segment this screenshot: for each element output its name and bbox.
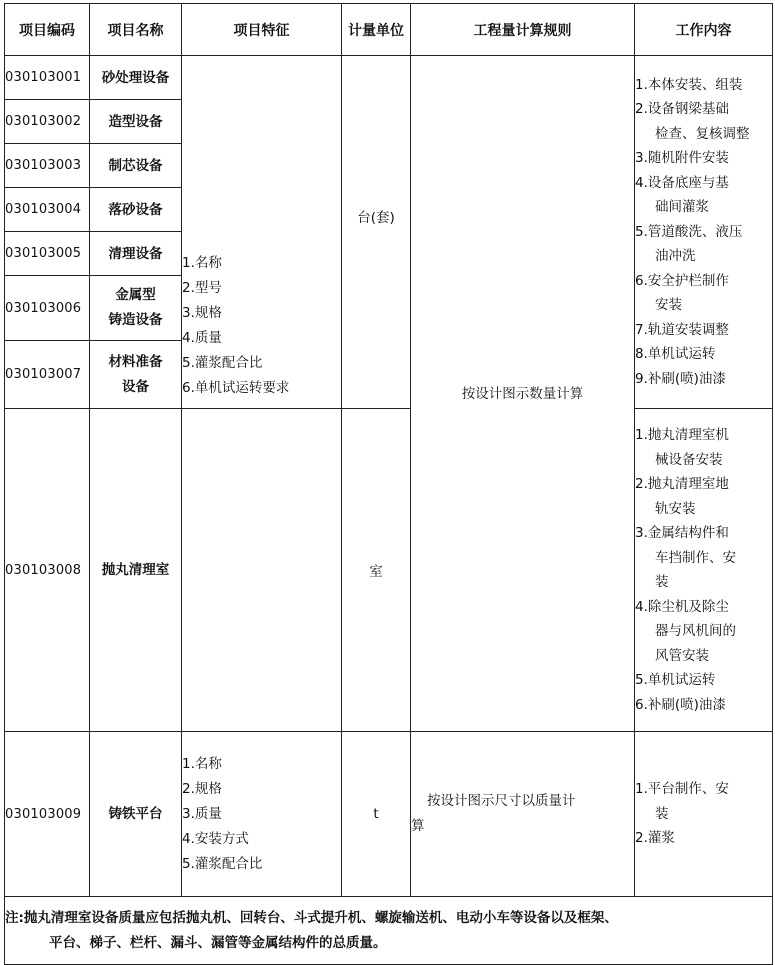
header-row [5,4,773,56]
header-rule: 工程量计算规则 [411,4,635,56]
item-name-line: 金属型 [115,287,156,303]
content-line: 3.金属结构件和 [635,525,729,541]
note-line: 平台、梯子、栏杆、漏斗、漏管等金属结构件的总质量。 [49,934,387,951]
content-line: 风管安装 [655,647,709,664]
feature-item: 1.名称 [182,255,222,271]
feature-item: 5.灌浆配合比 [182,355,263,371]
content-line: 车挡制作、安 [655,549,736,566]
content-line: 检查、复核调整 [655,125,750,142]
table-row [5,732,773,897]
content-line: 5.单机试运转 [635,672,716,688]
header-code: 项目编码 [5,4,90,56]
content-line: 2.灌浆 [635,830,675,847]
feature-list [182,732,342,897]
table-row [5,409,773,732]
content-line: 1.本体安装、组装 [635,76,743,93]
item-name [90,341,182,409]
item-name: 落砂设备 [90,188,182,232]
content-line: 装 [655,805,669,822]
content-line: 1.抛丸清理室机 [635,427,729,443]
content-list [635,409,773,732]
feature-list [182,56,342,409]
header-unit: 计量单位 [342,4,411,56]
content-line: 8.单机试运转 [635,346,716,363]
content-line: 轨安装 [655,500,696,517]
item-code: 030103008 [5,409,90,732]
feature-item: 4.质量 [182,330,222,346]
unit-cell: t [342,732,411,897]
item-code: 030103001 [5,56,90,100]
item-name: 抛丸清理室 [90,409,182,732]
header-name: 项目名称 [90,4,182,56]
content-line: 械设备安装 [655,451,723,468]
header-feature: 项目特征 [182,4,342,56]
feature-item: 3.规格 [182,305,222,321]
content-line: 装 [655,574,669,590]
item-name-line: 设备 [122,378,149,395]
note-line: 注:抛丸清理室设备质量应包括抛丸机、回转台、斗式提升机、螺旋输送机、电动小车等设备以及框架、 [5,909,618,926]
feature-item: 2.型号 [182,280,222,296]
item-name-line: 材料准备 [108,353,163,370]
note-row [5,897,773,965]
table-row [5,56,773,100]
feature-item: 5.灌浆配合比 [182,855,263,872]
rule-line: 算 [411,818,425,834]
item-name: 砂处理设备 [90,56,182,100]
content-line: 器与风机间的 [655,623,736,639]
unit-cell: 室 [342,409,411,732]
content-line: 7.轨道安装调整 [635,321,729,338]
rule-cell: 按设计图示数量计算 [411,56,635,732]
content-line: 4.设备底座与基 [635,174,729,191]
item-name [90,276,182,341]
content-line: 6.安全护栏制作 [635,272,729,289]
content-list [635,56,773,409]
feature-item: 1.名称 [182,755,222,772]
feature-item: 4.安装方式 [182,830,249,847]
content-line: 6.补刷(喷)油漆 [635,696,726,713]
item-name: 铸铁平台 [90,732,182,897]
unit-cell: 台(套) [342,56,411,409]
content-line: 2.设备钢梁基础 [635,101,729,118]
content-line: 9.补刷(喷)油漆 [635,370,726,387]
feature-item: 6.单机试运转要求 [182,380,290,396]
content-line: 5.管道酸洗、液压 [635,223,743,240]
item-name: 清理设备 [90,232,182,276]
content-line: 油冲洗 [655,248,696,265]
content-line: 1.平台制作、安 [635,781,729,798]
table-note [5,897,773,965]
content-line: 2.抛丸清理室地 [635,476,729,492]
item-name-line: 铸造设备 [108,312,163,328]
content-list [635,732,773,897]
item-name: 制芯设备 [90,144,182,188]
spec-table [4,3,773,965]
rule-cell [411,732,635,897]
rule-line: 按设计图示尺寸以质量计 [427,793,576,809]
content-line: 3.随机附件安装 [635,150,729,167]
content-line: 4.除尘机及除尘 [635,598,729,615]
feature-item: 3.质量 [182,805,222,822]
item-code: 030103003 [5,144,90,188]
item-name: 造型设备 [90,100,182,144]
item-code: 030103005 [5,232,90,276]
feature-item: 2.规格 [182,780,222,797]
item-code: 030103002 [5,100,90,144]
item-code: 030103004 [5,188,90,232]
header-content: 工作内容 [635,4,773,56]
content-line: 础间灌浆 [655,199,709,216]
item-code: 030103009 [5,732,90,897]
feature-cell-empty [182,409,342,732]
item-code: 030103006 [5,276,90,341]
item-code: 030103007 [5,341,90,409]
content-line: 安装 [655,297,682,314]
